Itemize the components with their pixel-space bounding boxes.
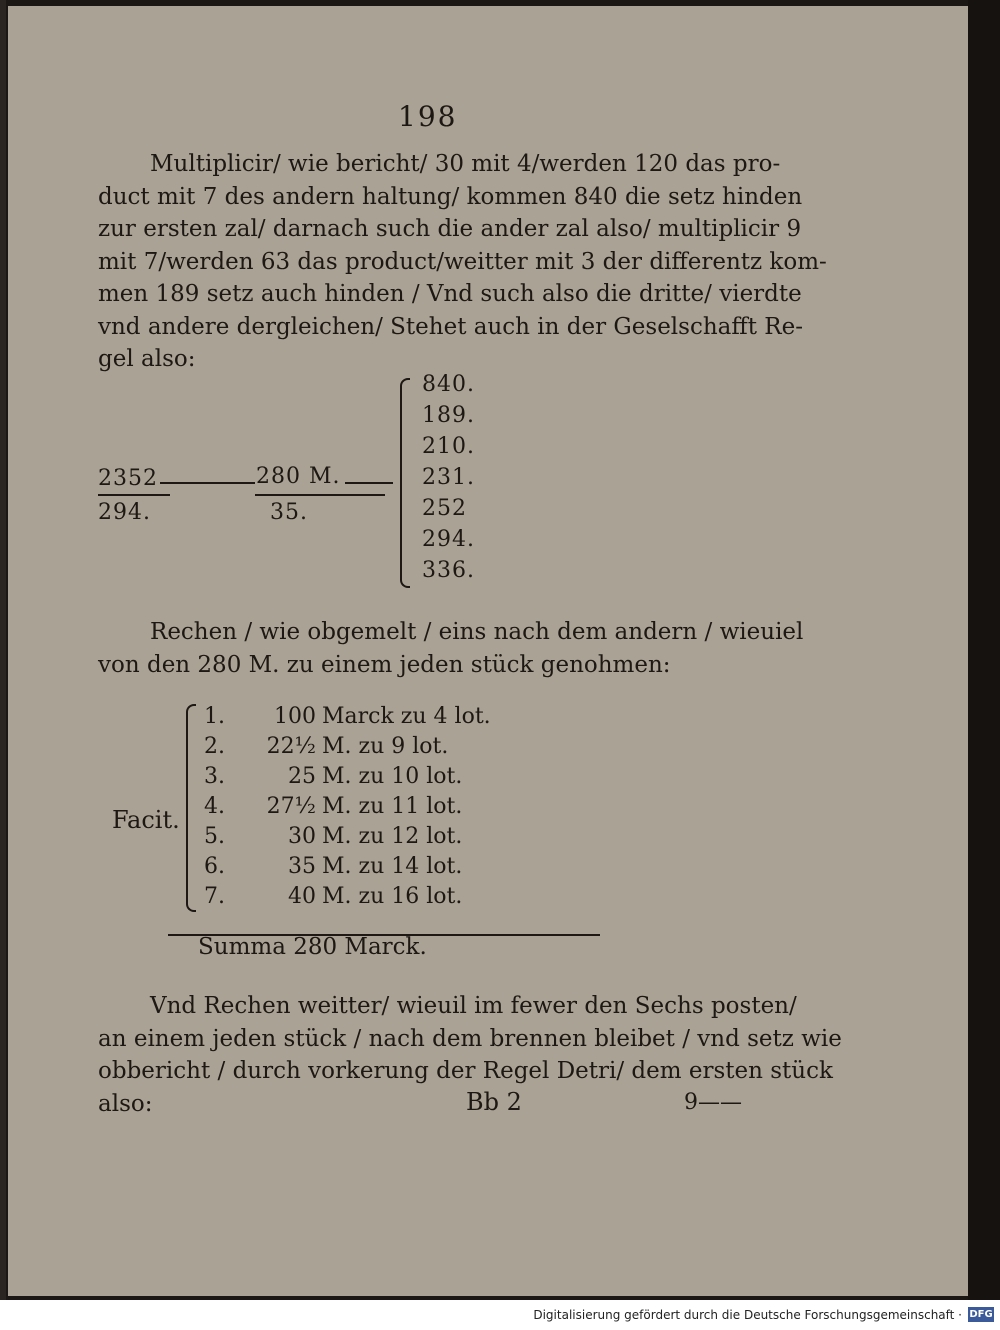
calc-dash-1 — [160, 482, 255, 484]
row-amount: 27½ — [266, 794, 316, 819]
page-number: 198 — [398, 100, 458, 133]
calc-brace — [400, 378, 410, 588]
dfg-logo: DFG — [969, 1309, 993, 1320]
row-number: 5. — [204, 824, 225, 849]
row-text: M. zu 10 lot. — [322, 764, 463, 789]
text-line: duct mit 7 des andern haltung/ kommen 840 die setz hinden — [98, 183, 803, 210]
row-text: M. zu 12 lot. — [322, 824, 463, 849]
facit-row — [204, 824, 491, 854]
row-text: M. zu 9 lot. — [322, 734, 449, 759]
calc-underline-2 — [255, 494, 385, 496]
signature-mark: Bb 2 — [466, 1088, 522, 1116]
row-number: 6. — [204, 854, 225, 879]
facit-row — [204, 854, 491, 884]
row-text: M. zu 14 lot. — [322, 854, 463, 879]
text-line: mit 7/werden 63 das product/weitter mit 3 der differentz kom- — [98, 248, 827, 275]
book-edge — [0, 0, 6, 1300]
row-number: 3. — [204, 764, 225, 789]
summa-line: Summa 280 Marck. — [198, 934, 427, 960]
calc-top-mid: 280 M. — [256, 464, 341, 489]
row-amount: 30 — [288, 824, 316, 849]
text-line: gel also: — [98, 346, 196, 372]
footer-credit: Digitalisierung gefördert durch die Deutsche Forschungsgemeinschaft · — [533, 1308, 962, 1322]
text-line: Rechen / wie obgemelt / eins nach dem andern / wieuiel — [150, 619, 804, 645]
text-line: Vnd Rechen weitter/ wieuil im fewer den Sechs posten/ — [150, 993, 797, 1019]
calc-bottom-mid: 35. — [270, 500, 308, 525]
row-text: Marck zu 4 lot. — [322, 704, 491, 729]
result-value: 840. — [422, 372, 475, 397]
text-line: obbericht / durch vorkerung der Regel Detri/ dem ersten stück — [98, 1058, 833, 1084]
facit-row — [204, 794, 491, 824]
calc-top-left: 2352 — [98, 466, 158, 491]
row-number: 4. — [204, 794, 225, 819]
row-number: 7. — [204, 884, 225, 909]
facit-label: Facit. — [112, 806, 180, 834]
row-amount: 22½ — [266, 734, 316, 759]
facit-row — [204, 884, 491, 914]
calc-results — [422, 372, 475, 589]
row-amount: 40 — [288, 884, 316, 909]
calc-dash-2 — [345, 482, 393, 484]
row-text: M. zu 16 lot. — [322, 884, 463, 909]
facit-brace — [186, 704, 196, 912]
result-value: 231. — [422, 465, 475, 490]
facit-table — [204, 704, 491, 914]
row-amount: 25 — [288, 764, 316, 789]
text-line: also: — [98, 1090, 153, 1117]
facit-row — [204, 704, 491, 734]
result-value: 189. — [422, 403, 475, 428]
row-text: M. zu 11 lot. — [322, 794, 463, 819]
text-line: von den 280 M. zu einem jeden stück genohmen: — [98, 651, 671, 678]
result-value: 210. — [422, 434, 475, 459]
row-number: 1. — [204, 704, 225, 729]
calc-underline-1 — [98, 494, 170, 496]
row-amount: 100 — [274, 704, 316, 729]
text-line: vnd andere dergleichen/ Stehet auch in der Geselschafft Re- — [98, 313, 803, 340]
text-line: zur ersten zal/ darnach such die ander zal also/ multiplicir 9 — [98, 216, 802, 242]
text-line: an einem jeden stück / nach dem brennen bleibet / vnd setz wie — [98, 1025, 842, 1052]
row-number: 2. — [204, 734, 225, 759]
book-spine — [968, 0, 1000, 1300]
row-amount: 35 — [288, 854, 316, 879]
result-value: 252 — [422, 496, 467, 521]
calc-bottom-left: 294. — [98, 500, 151, 525]
facit-row — [204, 734, 491, 764]
facit-row — [204, 764, 491, 794]
result-value: 336. — [422, 558, 475, 583]
footer-bar — [0, 1300, 1000, 1330]
result-value: 294. — [422, 527, 475, 552]
catchword: 9—— — [684, 1090, 742, 1115]
text-line: men 189 setz auch hinden / Vnd such also die dritte/ vierdte — [98, 281, 802, 307]
paragraph-2 — [98, 616, 804, 681]
paragraph-1 — [98, 148, 827, 376]
text-line: Multiplicir/ wie bericht/ 30 mit 4/werden 120 das pro- — [150, 151, 781, 177]
